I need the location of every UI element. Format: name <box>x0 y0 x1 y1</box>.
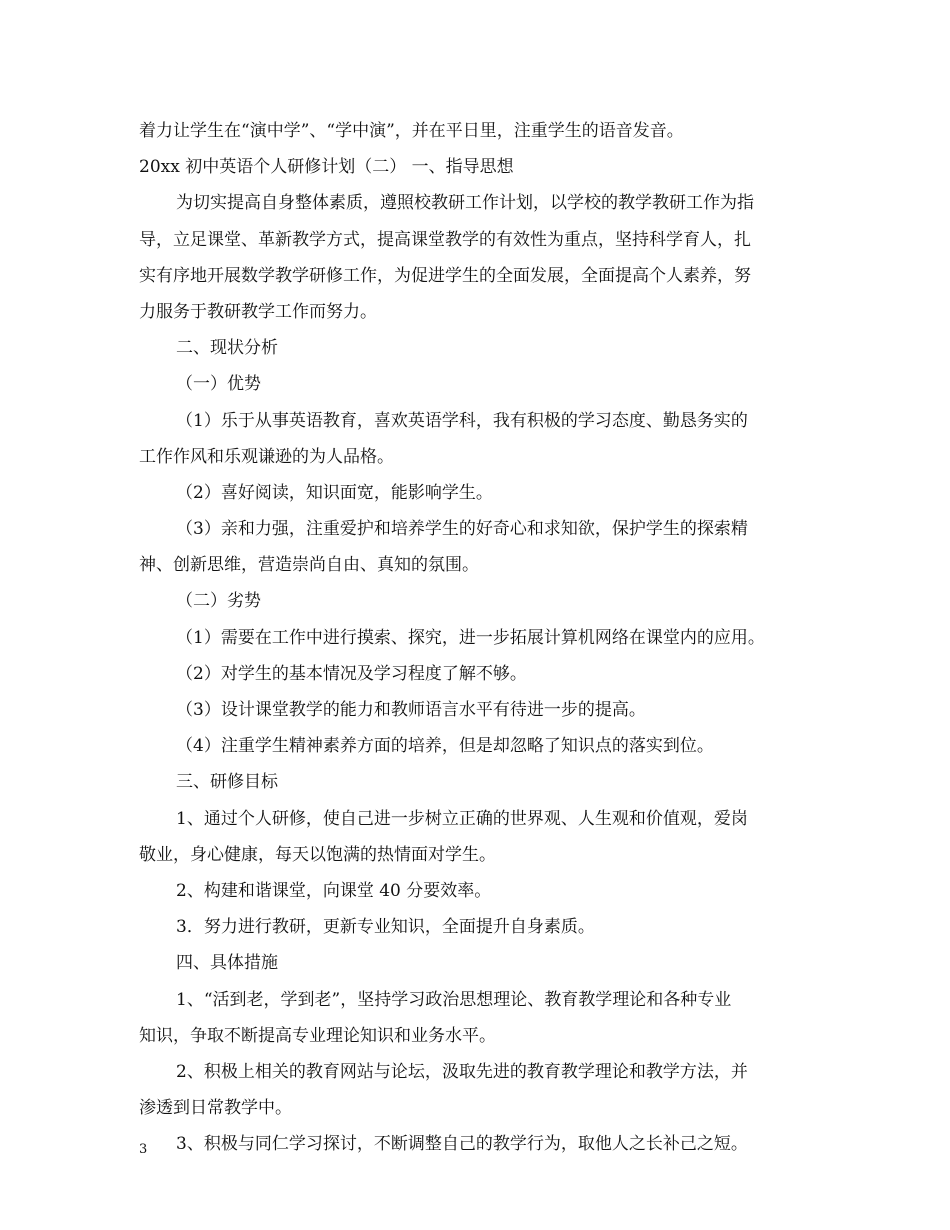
text-line: 3．努力进行教研，更新专业知识，全面提升自身素质。 <box>176 917 595 938</box>
text-line: （二）劣势 <box>176 591 261 612</box>
text-line: （4）注重学生精神素养方面的培养，但是却忽略了知识点的落实到位。 <box>176 736 714 757</box>
text-line: （2）喜好阅读，知识面宽，能影响学生。 <box>176 482 493 503</box>
text-line: 实有序地开展数学教学研修工作，为促进学生的全面发展，全面提高个人素养，努 <box>139 265 751 286</box>
text-line: 神、创新思维，营造崇尚自由、真知的氛围。 <box>139 555 479 576</box>
text-line: 1、“活到老，学到老”，坚持学习政治思想理论、教育教学理论和各种专业 <box>176 989 732 1010</box>
text-line: 渗透到日常教学中。 <box>139 1098 292 1119</box>
text-line: 力服务于教研教学工作而努力。 <box>139 301 377 322</box>
text-line: 2、积极上相关的教育网站与论坛，汲取先进的教育教学理论和教学方法，并 <box>176 1061 748 1082</box>
text-line: 敬业，身心健康，每天以饱满的热情面对学生。 <box>139 844 496 865</box>
text-line: （1）乐于从事英语教育，喜欢英语学科，我有积极的学习态度、勤恳务实的 <box>176 410 748 431</box>
text-line: （3）设计课堂教学的能力和教师语言水平有待进一步的提高。 <box>176 700 646 720</box>
text-line: 3、积极与同仁学习探讨，不断调整自己的教学行为，取他人之长补己之短。 <box>176 1134 748 1155</box>
text-line: （1）需要在工作中进行摸索、探究，进一步拓展计算机网络在课堂内的应用。 <box>176 627 765 648</box>
text-line: 2、构建和谐课堂，向课堂 40 分要效率。 <box>176 880 492 901</box>
text-line: 工作作风和乐观谦逊的为人品格。 <box>139 446 394 467</box>
text-line: （2）对学生的基本情况及学习程度了解不够。 <box>176 663 527 684</box>
text-line: 导，立足课堂、革新教学方式，提高课堂教学的有效性为重点，坚持科学育人，扎 <box>139 229 751 250</box>
document-body <box>139 113 811 1162</box>
text-line: 知识，争取不断提高专业理论知识和业务水平。 <box>139 1025 496 1046</box>
text-line: 1、通过个人研修，使自己进一步树立正确的世界观、人生观和价值观，爱岗 <box>176 808 748 829</box>
text-line: 三、研修目标 <box>176 772 278 793</box>
text-line: （3）亲和力强，注重爱护和培养学生的好奇心和求知欲，保护学生的探索精 <box>176 519 748 540</box>
text-line: 20xx 初中英语个人研修计划（二） 一、指导思想 <box>139 157 514 178</box>
text-line: （一）优势 <box>176 374 261 395</box>
text-line: 着力让学生在“演中学”、“学中演”，并在平日里，注重学生的语音发音。 <box>139 121 684 141</box>
text-line: 四、具体措施 <box>176 953 278 974</box>
page-number: 3 <box>139 1142 148 1157</box>
text-line: 二、现状分析 <box>176 338 278 359</box>
text-line: 为切实提高自身整体素质，遵照校教研工作计划，以学校的教学教研工作为指 <box>176 193 754 214</box>
